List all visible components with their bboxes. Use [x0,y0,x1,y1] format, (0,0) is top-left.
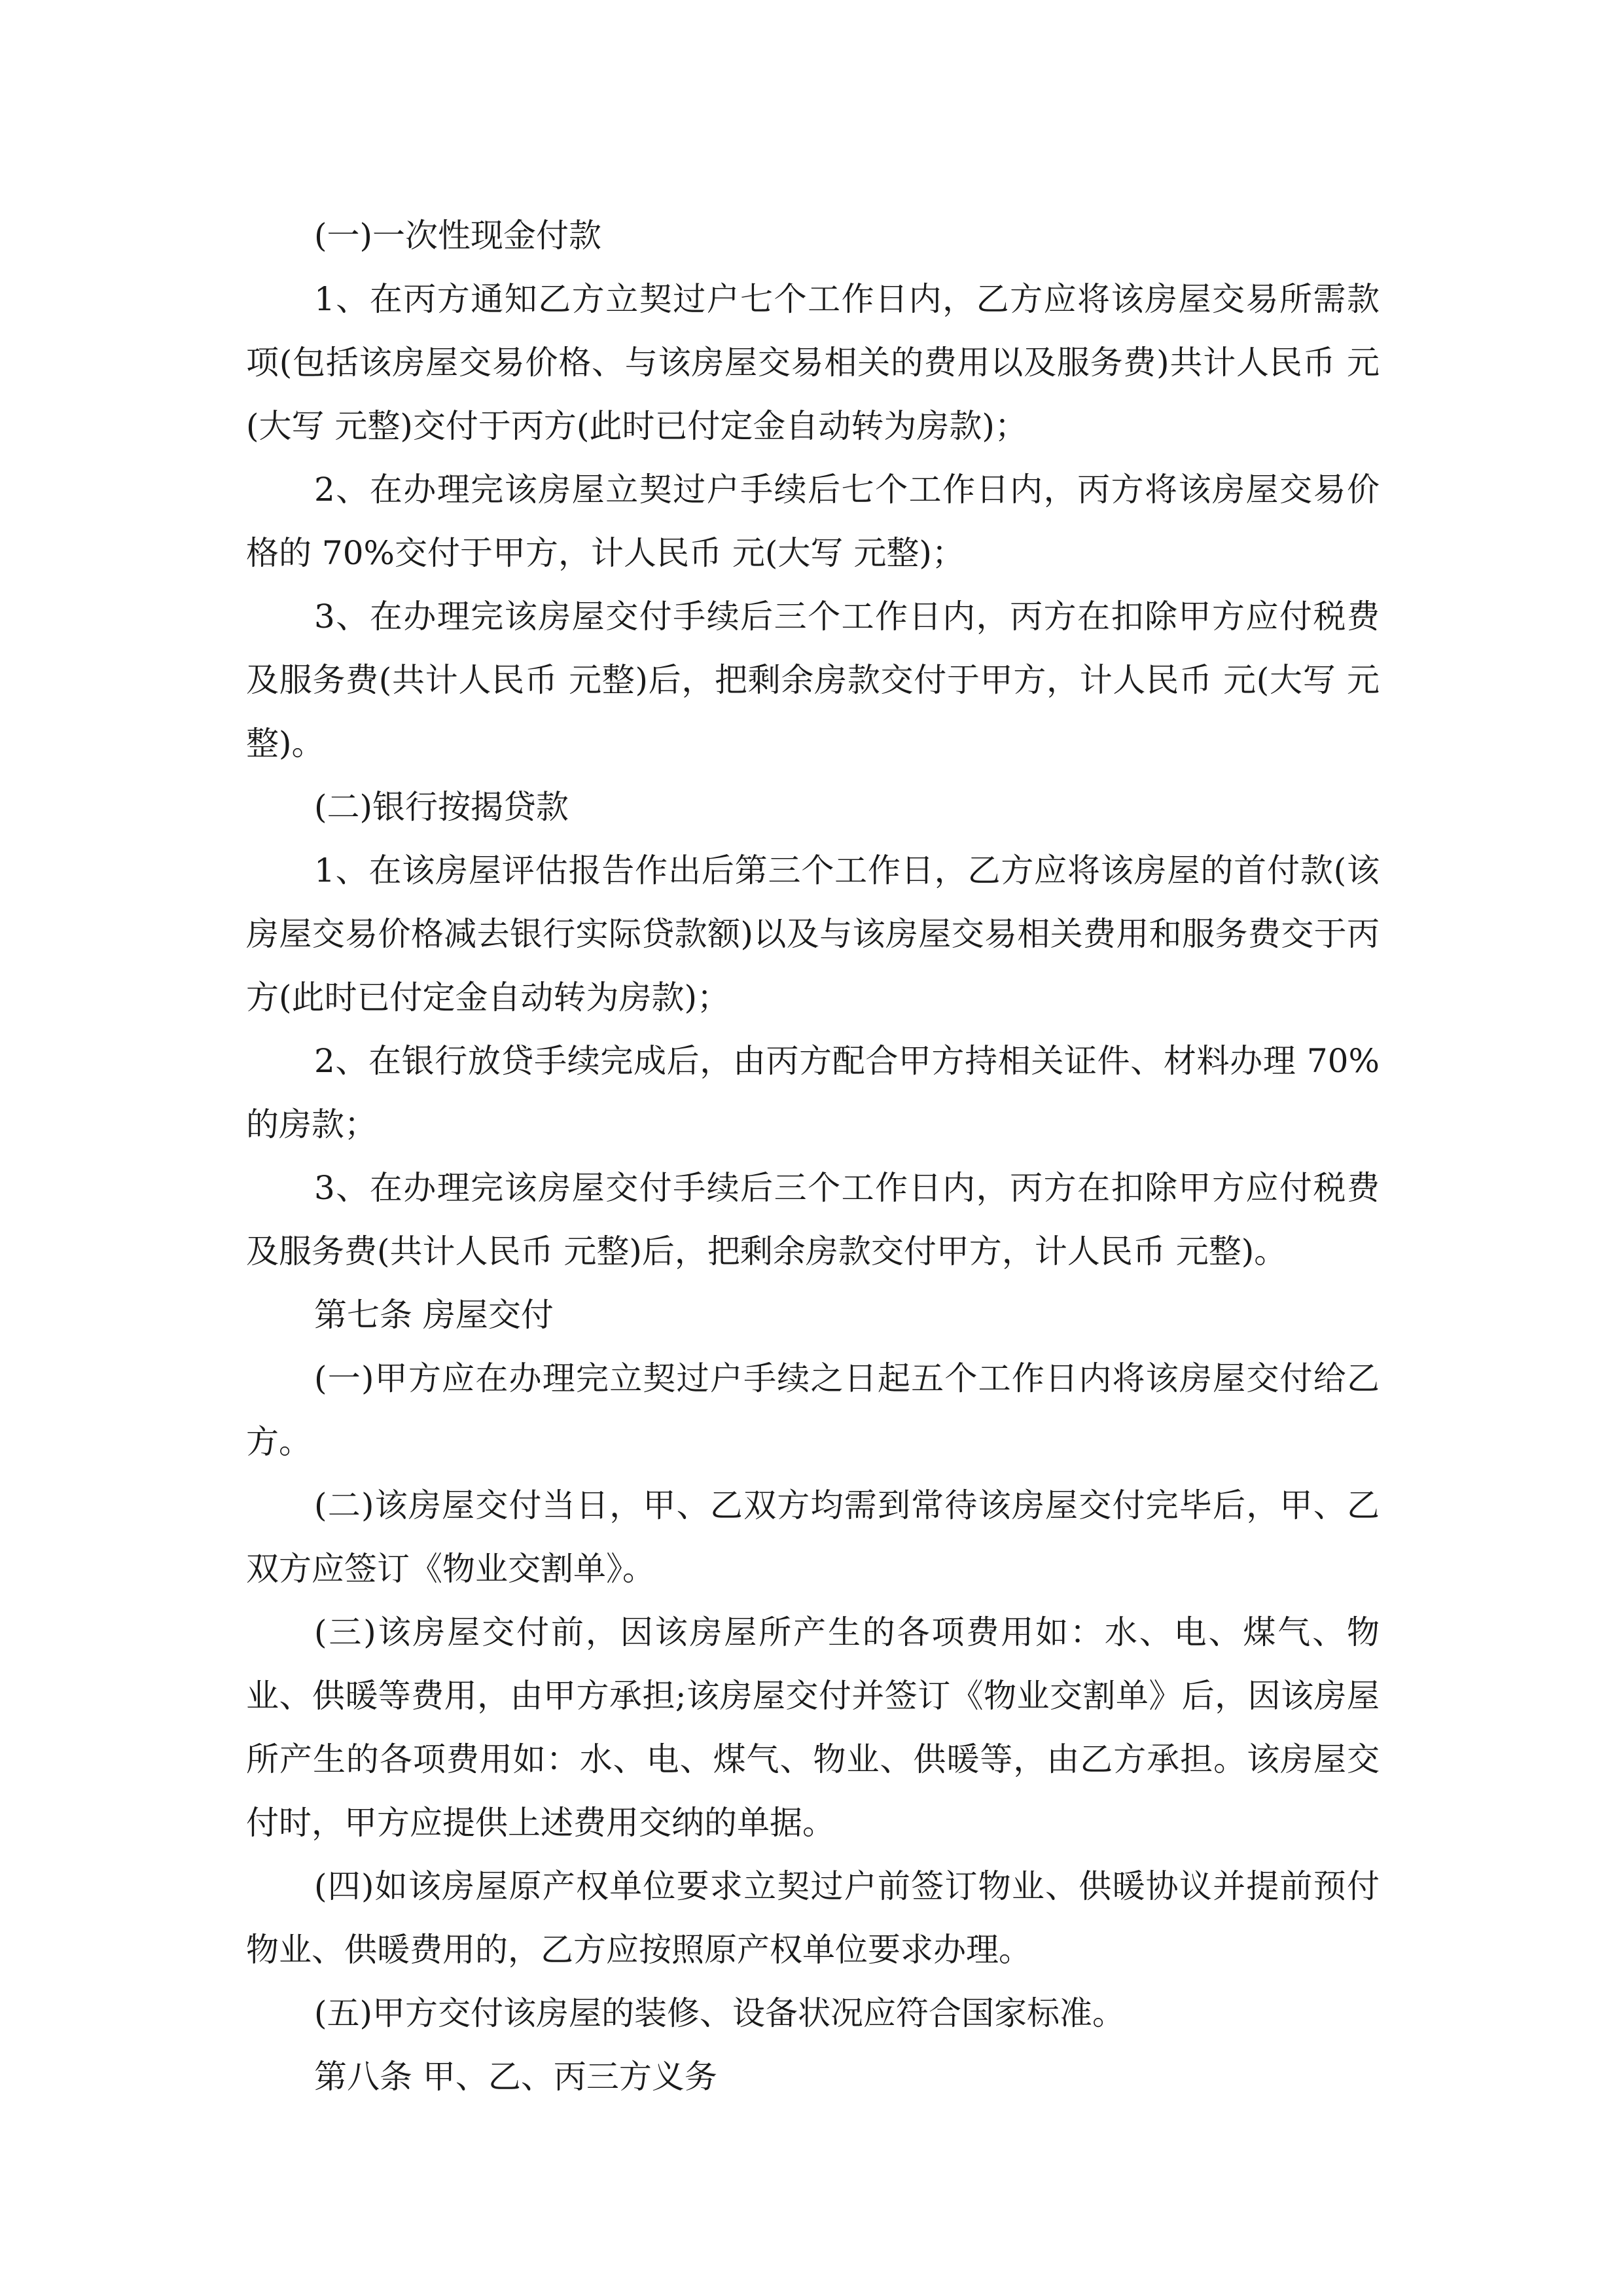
article-heading: 第八条 甲、乙、丙三方义务 [314,2058,717,2096]
section-heading: (二)银行按揭贷款 [314,788,569,826]
paragraph: (三)该房屋交付前，因该房屋所产生的各项费用如：水、电、煤气、物业、供暖等费用，由甲方承担;该房屋交付并签订《物业交割单》后，因该房屋所产生的各项费用如：水、电、煤气、物业、供暖等，由乙方承担。该房屋交付时，甲方应提供上述费用交纳的单据。 [246,1613,1380,1842]
paragraph: 3、在办理完该房屋交付手续后三个工作日内，丙方在扣除甲方应付税费及服务费(共计人民币 元整)后，把剩余房款交付甲方，计人民币 元整)。 [246,1169,1380,1270]
paragraph: (一)一次性现金付款 [314,217,602,255]
paragraph: 2、在办理完该房屋立契过户手续后七个工作日内，丙方将该房屋交易价格的 70%交付于甲方，计人民币 元(大写 元整)； [246,471,1380,572]
paragraph: (二)该房屋交付当日，甲、乙双方均需到常待该房屋交付完毕后，甲、乙双方应签订《物业交割单》。 [246,1486,1380,1588]
paragraph: 3、在办理完该房屋交付手续后三个工作日内，丙方在扣除甲方应付税费及服务费(共计人民币 元整)后，把剩余房款交付于甲方，计人民币 元(大写 元整)。 [246,598,1380,762]
paragraph: (一)甲方应在办理完立契过户手续之日起五个工作日内将该房屋交付给乙方。 [246,1359,1380,1461]
paragraph: (五)甲方交付该房屋的装修、设备状况应符合国家标准。 [314,1994,1126,2032]
paragraph: 2、在银行放贷手续完成后，由丙方配合甲方持相关证件、材料办理 70%的房款； [246,1042,1380,1143]
paragraph: 1、在该房屋评估报告作出后第三个工作日，乙方应将该房屋的首付款(该房屋交易价格减去银行实际贷款额)以及与该房屋交易相关费用和服务费交于丙方(此时已付定金自动转为房款)； [246,852,1380,1016]
article-heading: 第七条 房屋交付 [314,1296,554,1334]
paragraph: 1、在丙方通知乙方立契过户七个工作日内，乙方应将该房屋交易所需款项(包括该房屋交易价格、与该房屋交易相关的费用以及服务费)共计人民币 元(大写 元整)交付于丙方(此时已付定金自动转为房款)； [246,280,1380,445]
paragraph: (四)如该房屋原产权单位要求立契过户前签订物业、供暖协议并提前预付物业、供暖费用的，乙方应按照原产权单位要求办理。 [246,1867,1380,1969]
document-body [246,204,1380,2109]
